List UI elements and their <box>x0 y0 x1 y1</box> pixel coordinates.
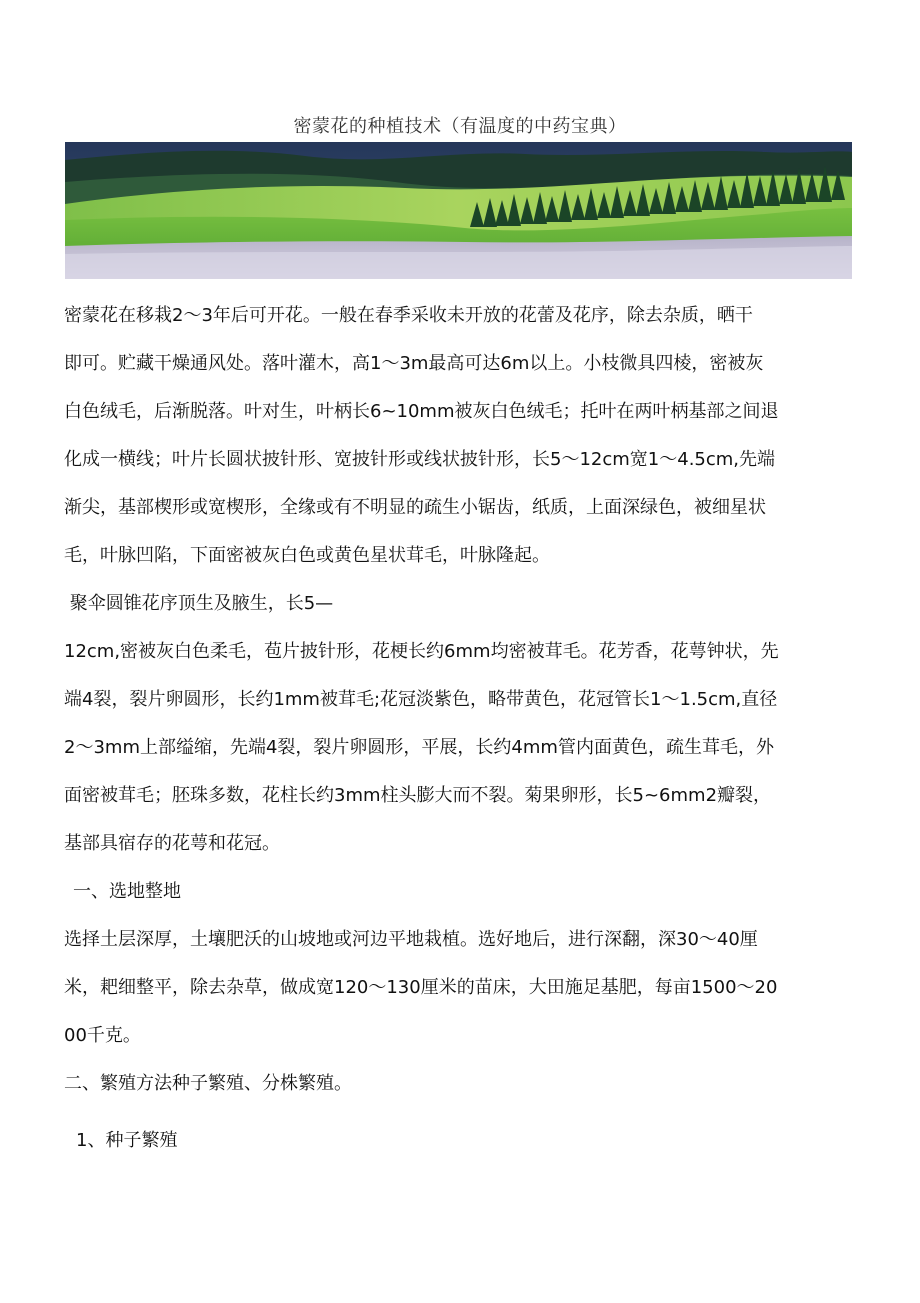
landscape-banner-image <box>65 142 852 279</box>
text-line: 毛，叶脉凹陷，下面密被灰白色或黄色星状茸毛，叶脉隆起。 <box>64 545 550 566</box>
paragraph-flower-details <box>64 628 856 868</box>
text-line: 端4裂，裂片卵圆形，长约1mm被茸毛;花冠淡紫色，略带黄色，花冠管长1～1.5cm,直径 <box>64 689 778 710</box>
text-line: 即可。贮藏干燥通风处。落叶灌木，高1～3m最高可达6m以上。小枝微具四棱，密被灰 <box>64 353 764 374</box>
text-line: 选择土层深厚，土壤肥沃的山坡地或河边平地栽植。选好地后，进行深翻，深30～40厘 <box>64 929 758 950</box>
subsection-heading-seed-propagation <box>76 1117 868 1165</box>
page-title: 密蒙花的种植技术（有温度的中药宝典） <box>293 116 627 137</box>
text-line: 聚伞圆锥花序顶生及腋生，长5— <box>64 593 334 614</box>
heading-text: 二、繁殖方法种子繁殖、分株繁殖。 <box>64 1073 352 1094</box>
text-line: 化成一横线；叶片长圆状披针形、宽披针形或线状披针形，长5～12cm宽1～4.5cm,先端 <box>64 449 776 470</box>
text-line: 米，耙细整平，除去杂草，做成宽120～130厘米的苗床，大田施足基肥，每亩1500～20 <box>64 977 778 998</box>
section-heading-site-selection <box>73 868 865 916</box>
section-heading-propagation <box>64 1060 856 1108</box>
text-line: 面密被茸毛；胚珠多数，花柱长约3mm柱头膨大而不裂。菊果卵形，长5~6mm2瓣裂， <box>64 785 772 806</box>
heading-text: 一、选地整地 <box>73 881 181 902</box>
heading-text: 1、种子繁殖 <box>76 1130 178 1151</box>
paragraph-inflorescence <box>64 580 856 628</box>
text-line: 白色绒毛，后渐脱落。叶对生，叶柄长6~10mm被灰白色绒毛；托叶在两叶柄基部之间退 <box>64 401 779 422</box>
text-line: 00千克。 <box>64 1025 141 1046</box>
text-line: 基部具宿存的花萼和花冠。 <box>64 833 280 854</box>
paragraph-description <box>64 292 856 580</box>
text-line: 12cm,密被灰白色柔毛，苞片披针形，花梗长约6mm均密被茸毛。花芳香，花萼钟状，先 <box>64 641 779 662</box>
text-line: 渐尖，基部楔形或宽楔形，全缘或有不明显的疏生小锯齿，纸质，上面深绿色，被细星状 <box>64 497 766 518</box>
paragraph-site-selection <box>64 916 856 1060</box>
text-line: 2～3mm上部缢缩，先端4裂，裂片卵圆形，平展，长约4mm管内面黄色，疏生茸毛，外 <box>64 737 774 758</box>
text-line: 密蒙花在移栽2～3年后可开花。一般在春季采收未开放的花蕾及花序，除去杂质，晒干 <box>64 305 753 326</box>
